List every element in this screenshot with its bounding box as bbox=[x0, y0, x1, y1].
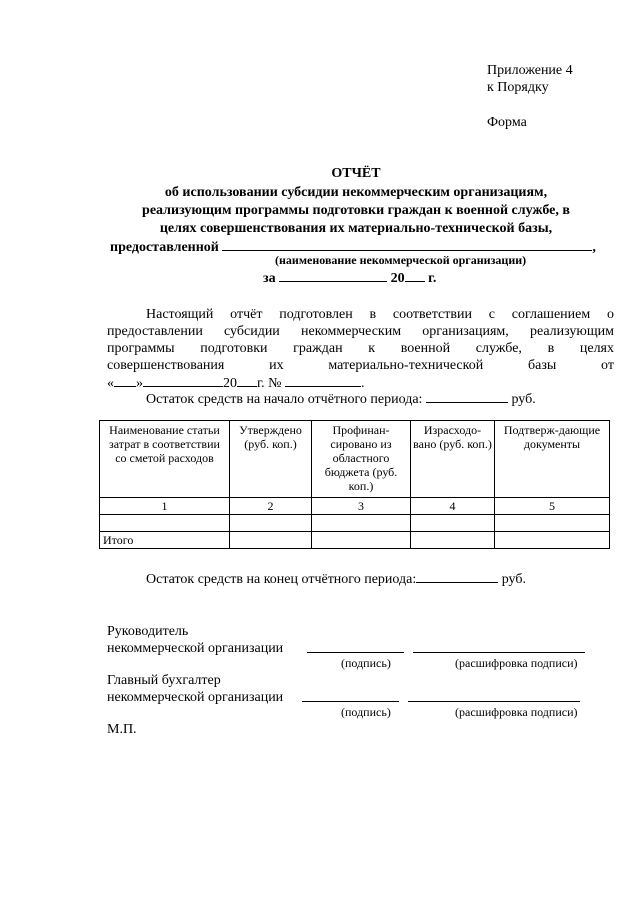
header-financed: Профинан-сировано из областного бюджета (руб. коп.) bbox=[312, 421, 411, 498]
header-documents: Подтверж-дающие документы bbox=[495, 421, 610, 498]
paragraph-line-4 bbox=[107, 357, 614, 374]
header-expense-item: Наименование статьи затрат в соответствии со сметой расходов bbox=[100, 421, 230, 498]
table-header-row bbox=[100, 421, 610, 498]
paragraph-text-2: предоставлении субсидии некоммерческим организациям, реализующим bbox=[107, 324, 614, 339]
period-for-label: за bbox=[263, 271, 276, 286]
period-field[interactable] bbox=[279, 269, 387, 282]
agreement-year-field[interactable] bbox=[237, 374, 257, 387]
total-label: Итого bbox=[100, 532, 230, 549]
table-cell[interactable] bbox=[495, 532, 610, 549]
agreement-year-prefix: 20 bbox=[223, 376, 237, 391]
report-title: ОТЧЁТ bbox=[331, 166, 381, 181]
balance-end-label: Остаток средств на конец отчётного периода: bbox=[146, 572, 417, 587]
balance-end-field[interactable] bbox=[416, 570, 498, 583]
head-decode-caption: (расшифровка подписи) bbox=[455, 656, 578, 670]
date-close-quote: » bbox=[136, 376, 143, 391]
column-number-5: 5 bbox=[495, 498, 610, 515]
year-prefix: 20 bbox=[390, 271, 405, 286]
agreement-month-field[interactable] bbox=[143, 374, 223, 387]
paragraph-text-1: Настоящий отчёт подготовлен в соответствии с соглашением о bbox=[146, 307, 614, 322]
head-signature-field[interactable] bbox=[307, 652, 404, 653]
date-open-quote: « bbox=[107, 376, 114, 391]
year-suffix: г. bbox=[428, 271, 437, 286]
period-line bbox=[263, 269, 436, 287]
paragraph-text-4: совершенствования их материально-технической базы от bbox=[107, 358, 614, 373]
table-cell[interactable] bbox=[495, 515, 610, 532]
title-line-2: реализующим программы подготовки граждан к военной службе, в bbox=[142, 203, 570, 218]
appendix-order: к Порядку bbox=[487, 80, 549, 95]
expense-table bbox=[99, 420, 610, 549]
provided-comma: , bbox=[592, 240, 596, 255]
agreement-day-field[interactable] bbox=[114, 374, 136, 387]
balance-start-field[interactable] bbox=[426, 390, 508, 403]
table-cell[interactable] bbox=[411, 515, 495, 532]
table-total-row bbox=[100, 532, 610, 549]
head-title-line-1: Руководитель bbox=[107, 624, 189, 639]
appendix-number: Приложение 4 bbox=[487, 63, 573, 78]
title-line-3: целях совершенствования их материально-технической базы, bbox=[159, 221, 553, 236]
balance-end-line bbox=[146, 570, 526, 588]
accountant-decode-field[interactable] bbox=[408, 701, 580, 702]
org-name-caption: (наименование некоммерческой организации) bbox=[275, 253, 527, 267]
title-line-1: об использовании субсидии некоммерческим организациям, bbox=[164, 185, 548, 200]
accountant-title-line-1: Главный бухгалтер bbox=[107, 673, 221, 688]
head-signature-caption: (подпись) bbox=[341, 656, 391, 670]
paragraph-line-2 bbox=[107, 323, 614, 340]
table-row bbox=[100, 515, 610, 532]
accountant-signature-field[interactable] bbox=[302, 701, 399, 702]
accountant-signature-caption: (подпись) bbox=[341, 705, 391, 719]
table-cell[interactable] bbox=[230, 532, 312, 549]
column-number-2: 2 bbox=[230, 498, 312, 515]
head-decode-field[interactable] bbox=[413, 652, 585, 653]
header-spent: Израсходо-вано (руб. коп.) bbox=[411, 421, 495, 498]
table-cell[interactable] bbox=[100, 515, 230, 532]
agreement-number-field[interactable] bbox=[285, 374, 361, 387]
paragraph-line-3 bbox=[107, 340, 614, 357]
balance-start-label: Остаток средств на начало отчётного периода: bbox=[146, 392, 423, 407]
table-cell[interactable] bbox=[411, 532, 495, 549]
column-number-3: 3 bbox=[312, 498, 411, 515]
paragraph-line-1 bbox=[146, 306, 614, 323]
head-title-line-2: некоммерческой организации bbox=[107, 641, 284, 656]
header-approved: Утверждено (руб. коп.) bbox=[230, 421, 312, 498]
org-name-field[interactable] bbox=[222, 238, 592, 251]
paragraph-text-3: программы подготовки граждан к военной службе, в целях bbox=[107, 341, 614, 356]
year-field[interactable] bbox=[405, 269, 425, 282]
balance-start-line bbox=[146, 390, 536, 408]
stamp-place: М.П. bbox=[107, 722, 137, 737]
balance-end-unit: руб. bbox=[501, 572, 526, 587]
accountant-decode-caption: (расшифровка подписи) bbox=[455, 705, 578, 719]
form-label: Форма bbox=[487, 115, 527, 130]
table-cell[interactable] bbox=[230, 515, 312, 532]
table-number-row bbox=[100, 498, 610, 515]
provided-label: предоставленной bbox=[110, 240, 219, 255]
balance-start-unit: руб. bbox=[511, 392, 536, 407]
accountant-title-line-2: некоммерческой организации bbox=[107, 690, 284, 705]
paragraph-end-dot: . bbox=[361, 376, 365, 391]
table-cell[interactable] bbox=[312, 515, 411, 532]
table-cell[interactable] bbox=[312, 532, 411, 549]
agreement-number-label: г. № bbox=[257, 376, 282, 391]
column-number-1: 1 bbox=[100, 498, 230, 515]
column-number-4: 4 bbox=[411, 498, 495, 515]
